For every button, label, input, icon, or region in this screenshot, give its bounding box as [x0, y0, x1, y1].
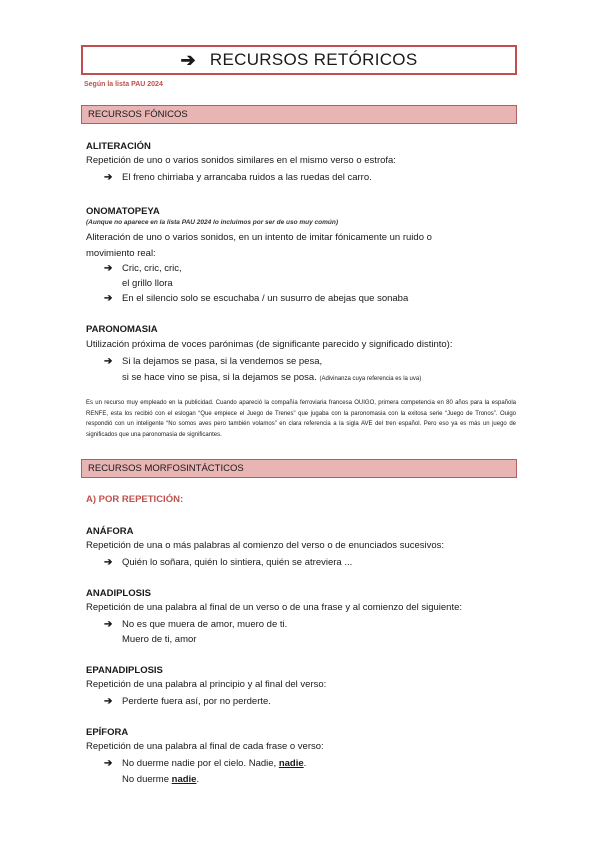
example-text: Quién lo soñara, quién lo sintiera, quién se atreviera ...: [122, 557, 353, 568]
example-onomatopeya-1b: el grillo llora: [122, 278, 173, 289]
example-onomatopeya-1: [104, 263, 182, 274]
page-title: RECURSOS RETÓRICOS: [209, 50, 418, 69]
example-anadiplosis-b: Muero de ti, amor: [122, 634, 197, 645]
example-text-part: No duerme: [122, 774, 172, 785]
section-header-morfosintacticos: RECURSOS MORFOSINTÁCTICOS: [81, 459, 517, 478]
example-note: (Adivinanza cuya referencia es la uva): [319, 376, 422, 382]
arrow-right-icon: ➔: [180, 49, 196, 70]
def-anadiplosis: Repetición de una palabra al final de un verso o de una frase y al comienzo del siguiente:: [86, 602, 463, 613]
example-text: El freno chirriaba y arrancaba ruidos a las ruedas del carro.: [122, 172, 372, 183]
heading-aliteracion: ALITERACIÓN: [86, 141, 151, 152]
heading-anafora: ANÁFORA: [86, 526, 134, 537]
example-text: Perderte fuera así, por no perderte.: [122, 696, 271, 707]
title-box: [81, 45, 517, 75]
arrow-right-icon: ➔: [104, 557, 113, 568]
example-anafora: [104, 557, 352, 568]
example-paronomasia: [104, 356, 322, 367]
def-onomatopeya-1: Aliteración de uno o varios sonidos, en un intento de imitar fónicamente un ruido o: [86, 232, 432, 243]
heading-anadiplosis: ANADIPLOSIS: [86, 588, 151, 599]
paronomasia-paragraph: Es un recurso muy empleado en la publicidad. Cuando apareció la compañía ferroviaria francesa OUIGO, primera competencia en 80 años para la española RENFE, esta los recibió con el eslogan “Que empiece el Juego de Trenes” que jugaba con la paronomasia con la exitosa serie “Juego de Tronos”. Ouigo respondió con un inteligente “No somos aves pero también volamos” en clara referencia a la sigla AVE del tren español. Pero eso ya es más un juego de significados que una paronomasia de significantes.: [86, 400, 516, 438]
subtitle: Según la lista PAU 2024: [84, 81, 163, 88]
arrow-right-icon: ➔: [104, 619, 113, 630]
def-epifora: Repetición de una palabra al final de cada frase o verso:: [86, 741, 324, 752]
example-onomatopeya-2: [104, 293, 408, 304]
example-aliteracion: [104, 172, 372, 183]
example-text: En el silencio solo se escuchaba / un susurro de abejas que sonaba: [122, 293, 409, 304]
arrow-right-icon: ➔: [104, 696, 113, 707]
arrow-right-icon: ➔: [104, 172, 113, 183]
arrow-right-icon: ➔: [104, 293, 113, 304]
heading-paronomasia: PARONOMASIA: [86, 324, 158, 335]
example-anadiplosis: [104, 619, 287, 630]
example-text-part: No duerme nadie por el cielo. Nadie,: [122, 758, 279, 769]
def-onomatopeya-2: movimiento real:: [86, 248, 156, 259]
section-header-fonicos: RECURSOS FÓNICOS: [81, 105, 517, 124]
example-epifora: [104, 758, 306, 769]
example-text: No es que muera de amor, muero de ti.: [122, 619, 288, 630]
heading-epanadiplosis: EPANADIPLOSIS: [86, 665, 163, 676]
def-aliteracion: Repetición de uno o varios sonidos similares en el mismo verso o estrofa:: [86, 155, 396, 166]
example-text: [122, 758, 306, 769]
heading-onomatopeya: ONOMATOPEYA: [86, 206, 160, 217]
example-text: Cric, cric, cric,: [122, 263, 182, 274]
example-paronomasia-b: [122, 372, 421, 383]
def-anafora: Repetición de una o más palabras al comienzo del verso o de enunciados sucesivos:: [86, 540, 445, 551]
example-text: si se hace vino se pisa, si la dejamos se posa.: [122, 372, 317, 383]
def-epanadiplosis: Repetición de una palabra al principio y al final del verso:: [86, 679, 327, 690]
arrow-right-icon: ➔: [104, 758, 113, 769]
note-onomatopeya: (Aunque no aparece en la lista PAU 2024 lo incluimos por ser de uso muy común): [86, 219, 338, 226]
emphasis-word: nadie: [278, 758, 304, 769]
arrow-right-icon: ➔: [104, 356, 113, 367]
arrow-right-icon: ➔: [104, 263, 113, 274]
def-paronomasia: Utilización próxima de voces parónimas (de significante parecido y significado distinto):: [86, 339, 453, 350]
heading-repeticion: A) POR REPETICIÓN:: [86, 494, 184, 505]
heading-epifora: EPÍFORA: [86, 727, 129, 738]
example-epanadiplosis: [104, 696, 271, 707]
example-text: Si la dejamos se pasa, si la vendemos se pesa,: [122, 356, 323, 367]
example-text-part: .: [196, 774, 200, 785]
emphasis-word: nadie: [171, 774, 197, 785]
example-text-part: .: [303, 758, 307, 769]
example-epifora-b: [122, 774, 199, 785]
